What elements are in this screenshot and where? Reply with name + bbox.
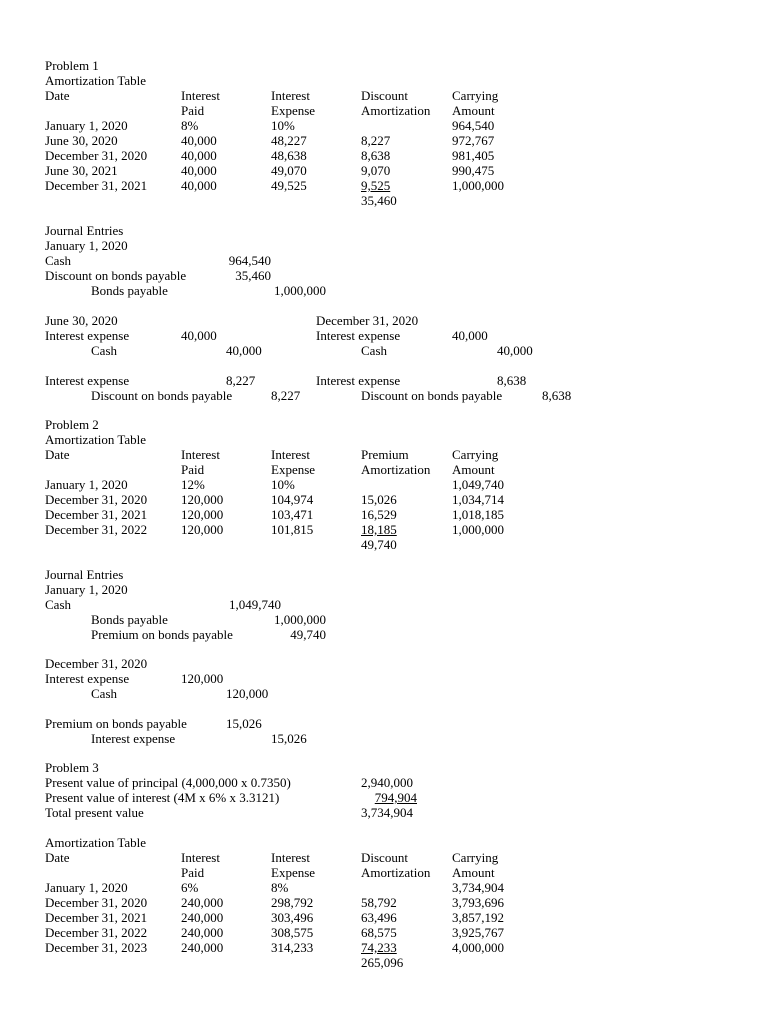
- table-row-carrying: 4,000,000: [452, 940, 504, 955]
- table-row-paid: 120,000: [181, 492, 224, 507]
- credit-amount: 1,000,000: [274, 612, 326, 627]
- header-interest-expense: Interest: [271, 850, 310, 865]
- table-row-date: December 31, 2021: [45, 178, 148, 193]
- table-row-expense: 49,070: [271, 163, 307, 178]
- table-row-date: December 31, 2021: [45, 910, 148, 925]
- total-pv-value: 3,734,904: [361, 805, 413, 820]
- problem1-heading: Problem 1: [45, 58, 99, 73]
- table-row-date: December 31, 2020: [45, 895, 148, 910]
- debit-amount: 35,460: [235, 268, 271, 283]
- table-row-expense: 48,638: [271, 148, 307, 163]
- table-row-date: December 31, 2023: [45, 940, 148, 955]
- header-interest-paid: Interest: [181, 447, 220, 462]
- pv-principal-value: 2,940,000: [361, 775, 413, 790]
- table-row-paid: 6%: [181, 880, 199, 895]
- table-row-carrying: 1,034,714: [452, 492, 504, 507]
- debit-amount: 15,026: [226, 716, 262, 731]
- journal-date: January 1, 2020: [45, 238, 128, 253]
- pv-interest-value: 794,904: [374, 790, 417, 805]
- debit-amount: 120,000: [181, 671, 224, 686]
- header-carrying: Carrying: [452, 850, 499, 865]
- problem3-table-title: Amortization Table: [45, 835, 147, 850]
- header-amortization-2: Amortization: [361, 462, 431, 477]
- table-row-paid: 40,000: [181, 163, 217, 178]
- debit-amount: 8,227: [226, 373, 256, 388]
- header-interest-expense: Interest: [271, 447, 310, 462]
- header-amortization-2: Amortization: [361, 103, 431, 118]
- table-row-amort: 58,792: [361, 895, 397, 910]
- table-row-paid: 40,000: [181, 133, 217, 148]
- account-bonds-payable: Bonds payable: [91, 612, 168, 627]
- table-row-paid: 120,000: [181, 522, 224, 537]
- table-row-date: December 31, 2020: [45, 148, 148, 163]
- table-row-expense: 314,233: [271, 940, 314, 955]
- journal-date: December 31, 2020: [45, 656, 148, 671]
- header-interest-paid-2: Paid: [181, 462, 205, 477]
- table-row-amort: 9,070: [361, 163, 391, 178]
- table-row-carrying: 1,049,740: [452, 477, 504, 492]
- account-interest-expense: Interest expense: [45, 328, 130, 343]
- problem3-heading: Problem 3: [45, 760, 99, 775]
- table-row-carrying: 3,857,192: [452, 910, 504, 925]
- account-interest-expense: Interest expense: [91, 731, 176, 746]
- account-premium: Premium on bonds payable: [91, 627, 233, 642]
- table-row-date: January 1, 2020: [45, 477, 128, 492]
- table-row-carrying: 1,000,000: [452, 178, 504, 193]
- table-row-expense: 48,227: [271, 133, 307, 148]
- table-row-amort: 63,496: [361, 910, 397, 925]
- table-row-paid: 40,000: [181, 178, 217, 193]
- account-discount: Discount on bonds payable: [45, 268, 187, 283]
- account-interest-expense: Interest expense: [316, 373, 401, 388]
- table-row-date: December 31, 2022: [45, 522, 148, 537]
- debit-amount: 1,049,740: [229, 597, 281, 612]
- header-interest-expense-2: Expense: [271, 865, 316, 880]
- journal-date: June 30, 2020: [45, 313, 118, 328]
- total-pv-label: Total present value: [45, 805, 144, 820]
- credit-amount: 120,000: [226, 686, 269, 701]
- problem2-heading: Problem 2: [45, 417, 99, 432]
- header-amortization: Premium: [361, 447, 409, 462]
- header-amortization: Discount: [361, 88, 408, 103]
- table-row-expense: 49,525: [271, 178, 307, 193]
- header-interest-expense-2: Expense: [271, 103, 316, 118]
- table-row-carrying: 990,475: [452, 163, 495, 178]
- account-interest-expense: Interest expense: [45, 671, 130, 686]
- amortization-total: 265,096: [361, 955, 404, 970]
- table-row-date: December 31, 2021: [45, 507, 148, 522]
- credit-amount: 40,000: [497, 343, 533, 358]
- header-amortization: Discount: [361, 850, 408, 865]
- table-row-carrying: 3,793,696: [452, 895, 504, 910]
- table-row-date: December 31, 2022: [45, 925, 148, 940]
- table-row-date: January 1, 2020: [45, 118, 128, 133]
- account-discount: Discount on bonds payable: [361, 388, 503, 403]
- table-row-expense: 103,471: [271, 507, 314, 522]
- table-row-amort: 15,026: [361, 492, 397, 507]
- table-row-carrying: 3,925,767: [452, 925, 504, 940]
- journal-date: January 1, 2020: [45, 582, 128, 597]
- table-row-amort: 8,227: [361, 133, 391, 148]
- amortization-total: 35,460: [361, 193, 397, 208]
- table-row-amort: 68,575: [361, 925, 397, 940]
- problem1-table-title: Amortization Table: [45, 73, 147, 88]
- header-date: Date: [45, 88, 70, 103]
- header-interest-paid: Interest: [181, 850, 220, 865]
- debit-amount: 40,000: [181, 328, 217, 343]
- credit-amount: 1,000,000: [274, 283, 326, 298]
- journal-title: Journal Entries: [45, 567, 124, 582]
- credit-amount: 8,227: [271, 388, 301, 403]
- table-row-expense: 104,974: [271, 492, 314, 507]
- table-row-expense: 298,792: [271, 895, 314, 910]
- header-interest-paid-2: Paid: [181, 103, 205, 118]
- table-row-expense: 101,815: [271, 522, 314, 537]
- header-interest-expense: Interest: [271, 88, 310, 103]
- table-row-amort: 74,233: [361, 940, 397, 955]
- credit-amount: 8,638: [542, 388, 572, 403]
- header-amortization-2: Amortization: [361, 865, 431, 880]
- table-row-paid: 12%: [181, 477, 205, 492]
- table-row-date: January 1, 2020: [45, 880, 128, 895]
- table-row-carrying: 964,540: [452, 118, 495, 133]
- problem2-table-title: Amortization Table: [45, 432, 147, 447]
- debit-amount: 40,000: [452, 328, 488, 343]
- table-row-paid: 240,000: [181, 910, 224, 925]
- amortization-total: 49,740: [361, 537, 397, 552]
- table-row-date: June 30, 2020: [45, 133, 118, 148]
- account-premium: Premium on bonds payable: [45, 716, 187, 731]
- table-row-paid: 240,000: [181, 940, 224, 955]
- table-row-carrying: 3,734,904: [452, 880, 504, 895]
- account-cash: Cash: [91, 686, 117, 701]
- account-bonds-payable: Bonds payable: [91, 283, 168, 298]
- header-date: Date: [45, 447, 70, 462]
- pv-principal-label: Present value of principal (4,000,000 x 0.7350): [45, 775, 291, 790]
- header-carrying: Carrying: [452, 447, 499, 462]
- account-interest-expense: Interest expense: [45, 373, 130, 388]
- table-row-expense: 303,496: [271, 910, 314, 925]
- account-discount: Discount on bonds payable: [91, 388, 233, 403]
- account-cash: Cash: [45, 253, 71, 268]
- table-row-amort: 18,185: [361, 522, 397, 537]
- table-row-paid: 120,000: [181, 507, 224, 522]
- debit-amount: 964,540: [228, 253, 271, 268]
- table-row-paid: 40,000: [181, 148, 217, 163]
- table-row-expense: 10%: [271, 118, 295, 133]
- table-row-date: June 30, 2021: [45, 163, 118, 178]
- table-row-amort: 9,525: [361, 178, 391, 193]
- credit-amount: 40,000: [226, 343, 262, 358]
- table-row-carrying: 972,767: [452, 133, 495, 148]
- journal-title: Journal Entries: [45, 223, 124, 238]
- table-row-paid: 240,000: [181, 925, 224, 940]
- credit-amount: 15,026: [271, 731, 307, 746]
- table-row-date: December 31, 2020: [45, 492, 148, 507]
- table-row-paid: 8%: [181, 118, 199, 133]
- header-interest-paid: Interest: [181, 88, 220, 103]
- table-row-amort: 8,638: [361, 148, 391, 163]
- account-cash: Cash: [45, 597, 71, 612]
- table-row-expense: 10%: [271, 477, 295, 492]
- debit-amount: 8,638: [497, 373, 527, 388]
- header-carrying: Carrying: [452, 88, 499, 103]
- account-interest-expense: Interest expense: [316, 328, 401, 343]
- account-cash: Cash: [361, 343, 387, 358]
- header-carrying-2: Amount: [452, 865, 495, 880]
- table-row-carrying: 1,018,185: [452, 507, 504, 522]
- pv-interest-label: Present value of interest (4M x 6% x 3.3121): [45, 790, 280, 805]
- table-row-paid: 240,000: [181, 895, 224, 910]
- header-date: Date: [45, 850, 70, 865]
- table-row-carrying: 981,405: [452, 148, 495, 163]
- journal-date: December 31, 2020: [316, 313, 419, 328]
- table-row-expense: 8%: [271, 880, 289, 895]
- header-carrying-2: Amount: [452, 462, 495, 477]
- table-row-carrying: 1,000,000: [452, 522, 504, 537]
- credit-amount: 49,740: [290, 627, 326, 642]
- table-row-amort: 16,529: [361, 507, 397, 522]
- table-row-expense: 308,575: [271, 925, 314, 940]
- header-interest-expense-2: Expense: [271, 462, 316, 477]
- header-interest-paid-2: Paid: [181, 865, 205, 880]
- header-carrying-2: Amount: [452, 103, 495, 118]
- account-cash: Cash: [91, 343, 117, 358]
